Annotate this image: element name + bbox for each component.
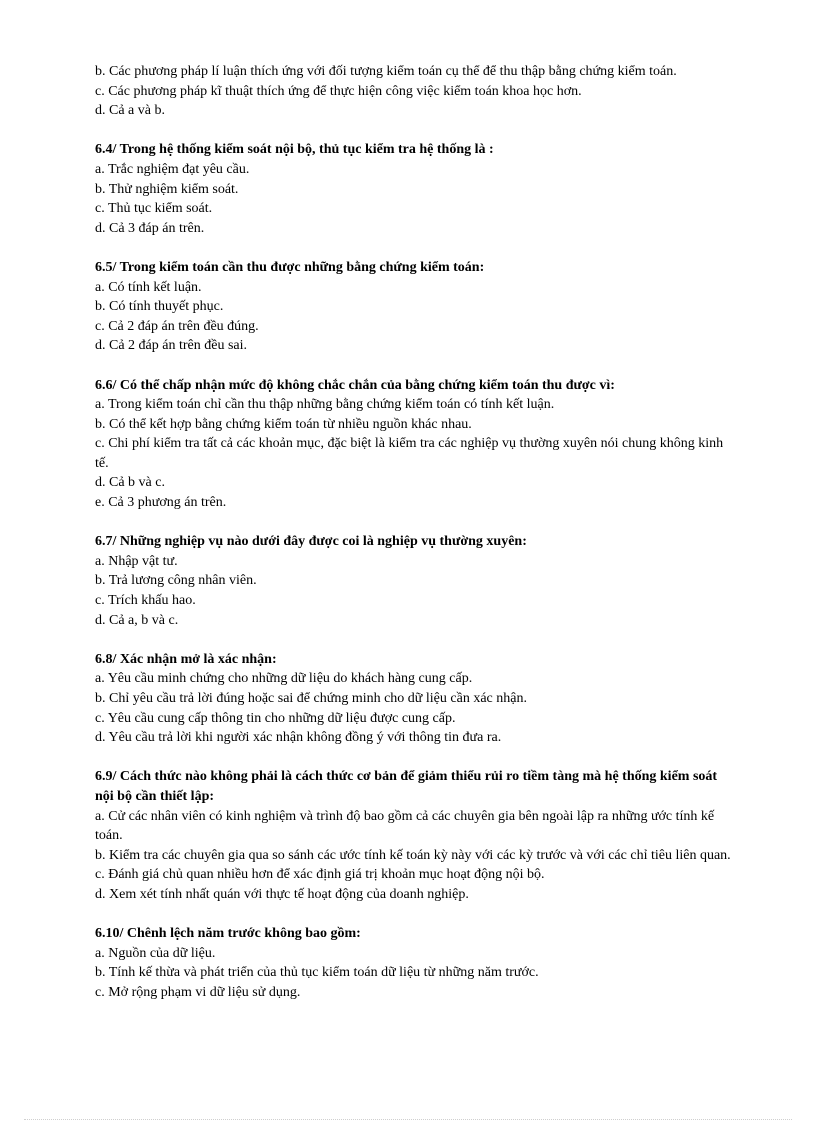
- option-line: c. Các phương pháp kĩ thuật thích ứng để thực hiện công việc kiểm toán khoa học hơn.: [95, 83, 582, 99]
- question-title: 6.5/ Trong kiểm toán cần thu được những bằng chứng kiểm toán:: [95, 259, 485, 275]
- option-line: b. Trả lương công nhân viên.: [95, 573, 257, 589]
- option-line: b. Có thể kết hợp bằng chứng kiểm toán từ nhiều nguồn khác nhau.: [95, 416, 472, 432]
- question-title: 6.9/ Cách thức nào không phải là cách thức cơ bản để giảm thiểu rủi ro tiềm tàng mà hệ thống kiểm soát nội bộ cần thiết lập:: [95, 769, 718, 804]
- option-line: b. Các phương pháp lí luận thích ứng với đối tượng kiểm toán cụ thể để thu thập bằng chứng kiểm toán.: [95, 64, 677, 79]
- intro-options: [95, 62, 735, 121]
- option-line: a. Nguồn của dữ liệu.: [95, 945, 216, 961]
- option-line: c. Chi phí kiểm tra tất cả các khoản mục, đặc biệt là kiểm tra các nghiệp vụ thường xuyên nói chung không kinh tế.: [95, 436, 724, 471]
- question-title: 6.4/ Trong hệ thống kiểm soát nội bộ, thủ tục kiểm tra hệ thống là :: [95, 142, 494, 158]
- option-line: d. Xem xét tính nhất quán với thực tế hoạt động của doanh nghiệp.: [95, 886, 469, 902]
- option-line: a. Có tính kết luận.: [95, 279, 202, 295]
- option-line: a. Trắc nghiệm đạt yêu cầu.: [95, 161, 250, 177]
- option-line: b. Chỉ yêu cầu trả lời đúng hoặc sai để chứng minh cho dữ liệu cần xác nhận.: [95, 691, 527, 706]
- question-title: 6.7/ Những nghiệp vụ nào dưới đây được coi là nghiệp vụ thường xuyên:: [95, 534, 527, 550]
- option-line: d. Yêu cầu trả lời khi người xác nhận không đồng ý với thông tin đưa ra.: [95, 730, 502, 746]
- question-6-8: [95, 650, 735, 748]
- option-line: a. Yêu cầu minh chứng cho những dữ liệu do khách hàng cung cấp.: [95, 671, 473, 687]
- question-6-6: [95, 376, 735, 513]
- option-line: a. Nhập vật tư.: [95, 553, 178, 569]
- option-line: c. Yêu cầu cung cấp thông tin cho những dữ liệu được cung cấp.: [95, 710, 456, 726]
- option-line: d. Cả 3 đáp án trên.: [95, 220, 205, 236]
- option-line: d. Cả b và c.: [95, 475, 165, 491]
- question-6-4: [95, 140, 735, 238]
- option-line: b. Tính kế thừa và phát triển của thủ tục kiểm toán dữ liệu từ những năm trước.: [95, 965, 539, 981]
- option-line: c. Thủ tục kiểm soát.: [95, 201, 213, 217]
- option-line: b. Kiểm tra các chuyên gia qua so sánh các ước tính kế toán kỳ này với các kỳ trước và với các chỉ tiêu liên quan.: [95, 847, 731, 863]
- question-title: 6.6/ Có thể chấp nhận mức độ không chắc chắn của bằng chứng kiểm toán thu được vì:: [95, 377, 615, 393]
- option-line: d. Cả 2 đáp án trên đều sai.: [95, 338, 248, 354]
- question-6-10: [95, 924, 735, 1002]
- question-6-9: [95, 767, 735, 904]
- question-title: 6.10/ Chênh lệch năm trước không bao gồm:: [95, 926, 361, 942]
- option-line: a. Trong kiểm toán chỉ cần thu thập những bằng chứng kiểm toán có tính kết luận.: [95, 397, 555, 413]
- page-bottom-border: [24, 1119, 792, 1120]
- question-6-5: [95, 258, 735, 356]
- option-line: d. Cả a, b và c.: [95, 612, 179, 628]
- option-line: b. Có tính thuyết phục.: [95, 299, 224, 315]
- option-line: b. Thử nghiệm kiểm soát.: [95, 181, 239, 197]
- option-line: e. Cả 3 phương án trên.: [95, 495, 227, 511]
- option-line: d. Cả a và b.: [95, 103, 165, 119]
- option-line: c. Mở rộng phạm vi dữ liệu sử dụng.: [95, 984, 301, 1000]
- option-line: c. Đánh giá chủ quan nhiều hơn để xác định giá trị khoản mục hoạt động nội bộ.: [95, 867, 545, 883]
- option-line: a. Cử các nhân viên có kinh nghiệm và trình độ bao gồm cả các chuyên gia bên ngoài lập ra những ước tính kế toán.: [95, 808, 715, 844]
- question-title: 6.8/ Xác nhận mở là xác nhận:: [95, 651, 277, 667]
- document-body: [95, 62, 735, 1003]
- option-line: c. Cả 2 đáp án trên đều đúng.: [95, 318, 259, 334]
- question-6-7: [95, 532, 735, 630]
- option-line: c. Trích khấu hao.: [95, 593, 196, 609]
